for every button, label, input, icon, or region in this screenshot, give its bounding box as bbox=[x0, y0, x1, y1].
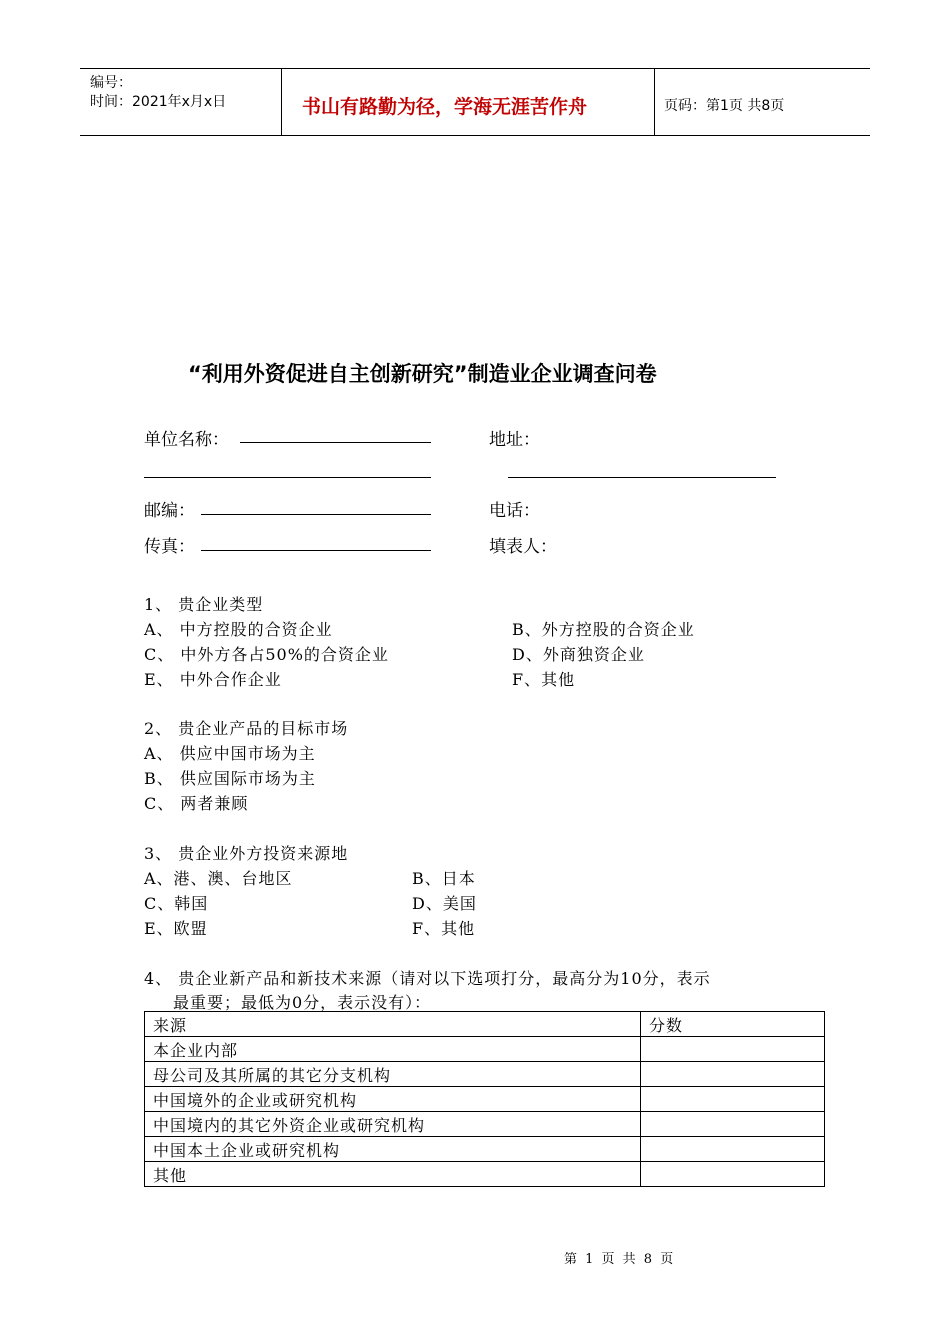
header-divider-left bbox=[281, 68, 282, 135]
q2-option-b[interactable]: B、 供应国际市场为主 bbox=[144, 769, 316, 788]
q4-title-line2: 最重要；最低为0分，表示没有）： bbox=[173, 993, 432, 1012]
table-row bbox=[145, 1162, 825, 1187]
page-title: “利用外资促进自主创新研究”制造业企业调查问卷 bbox=[188, 362, 657, 386]
header-number: 编号： bbox=[90, 75, 132, 91]
table-row bbox=[145, 1112, 825, 1137]
q1-option-c[interactable]: C、 中外方各占50%的合资企业 bbox=[144, 645, 389, 664]
header-top-rule bbox=[80, 68, 870, 69]
unit-name-label: 单位名称： bbox=[144, 430, 229, 450]
fax-line[interactable] bbox=[201, 550, 431, 551]
q3-option-a[interactable]: A、港、澳、台地区 bbox=[144, 869, 293, 888]
unit-name-line[interactable] bbox=[240, 442, 431, 443]
q3-option-d[interactable]: D、美国 bbox=[412, 894, 477, 913]
q1-option-b[interactable]: B、外方控股的合资企业 bbox=[512, 620, 695, 639]
postcode-label: 邮编： bbox=[144, 501, 195, 521]
address-line[interactable] bbox=[508, 477, 776, 478]
table-row bbox=[145, 1087, 825, 1112]
table-cell-source: 本企业内部 bbox=[145, 1037, 641, 1062]
header-time: 时间：2021年x月x日 bbox=[90, 94, 227, 110]
table-header-row bbox=[145, 1012, 825, 1037]
table-header-score: 分数 bbox=[641, 1012, 825, 1037]
q1-title: 1、 贵企业类型 bbox=[144, 595, 264, 614]
table-row bbox=[145, 1062, 825, 1087]
header-motto: 书山有路勤为径，学海无涯苦作舟 bbox=[302, 96, 588, 118]
fax-label: 传真： bbox=[144, 537, 195, 557]
q2-title: 2、 贵企业产品的目标市场 bbox=[144, 719, 349, 738]
phone-label: 电话： bbox=[489, 501, 540, 521]
q2-option-c[interactable]: C、 两者兼顾 bbox=[144, 794, 249, 813]
source-score-table bbox=[144, 1011, 825, 1187]
table-row bbox=[145, 1137, 825, 1162]
table-cell-source: 其他 bbox=[145, 1162, 641, 1187]
q2-option-a[interactable]: A、 供应中国市场为主 bbox=[144, 744, 316, 763]
q3-title: 3、 贵企业外方投资来源地 bbox=[144, 844, 349, 863]
header-page-info: 页码：第1页 共8页 bbox=[664, 98, 785, 114]
q1-option-f[interactable]: F、其他 bbox=[512, 670, 576, 689]
address-label: 地址： bbox=[489, 430, 540, 450]
table-cell-score-input[interactable] bbox=[641, 1112, 825, 1137]
table-cell-source: 母公司及其所属的其它分支机构 bbox=[145, 1062, 641, 1087]
page-footer: 第 1 页 共 8 页 bbox=[564, 1252, 676, 1267]
header-divider-right bbox=[654, 68, 655, 135]
table-cell-score-input[interactable] bbox=[641, 1062, 825, 1087]
table-row bbox=[145, 1037, 825, 1062]
table-cell-source: 中国本土企业或研究机构 bbox=[145, 1137, 641, 1162]
q4-title-line1: 4、 贵企业新产品和新技术来源（请对以下选项打分，最高分为10分，表示 bbox=[144, 969, 711, 988]
q3-option-c[interactable]: C、韩国 bbox=[144, 894, 209, 913]
q3-option-b[interactable]: B、日本 bbox=[412, 869, 476, 888]
unit-name-line-2[interactable] bbox=[144, 477, 431, 478]
table-cell-source: 中国境内的其它外资企业或研究机构 bbox=[145, 1112, 641, 1137]
table-cell-source: 中国境外的企业或研究机构 bbox=[145, 1087, 641, 1112]
postcode-line[interactable] bbox=[201, 514, 431, 515]
filler-label: 填表人： bbox=[489, 537, 557, 557]
q3-option-f[interactable]: F、其他 bbox=[412, 919, 476, 938]
q1-option-e[interactable]: E、 中外合作企业 bbox=[144, 670, 282, 689]
header-bottom-rule bbox=[80, 135, 870, 136]
q3-option-e[interactable]: E、欧盟 bbox=[144, 919, 208, 938]
table-header-source: 来源 bbox=[145, 1012, 641, 1037]
table-cell-score-input[interactable] bbox=[641, 1137, 825, 1162]
q1-option-a[interactable]: A、 中方控股的合资企业 bbox=[144, 620, 333, 639]
q1-option-d[interactable]: D、外商独资企业 bbox=[512, 645, 645, 664]
table-cell-score-input[interactable] bbox=[641, 1162, 825, 1187]
table-cell-score-input[interactable] bbox=[641, 1087, 825, 1112]
table-cell-score-input[interactable] bbox=[641, 1037, 825, 1062]
